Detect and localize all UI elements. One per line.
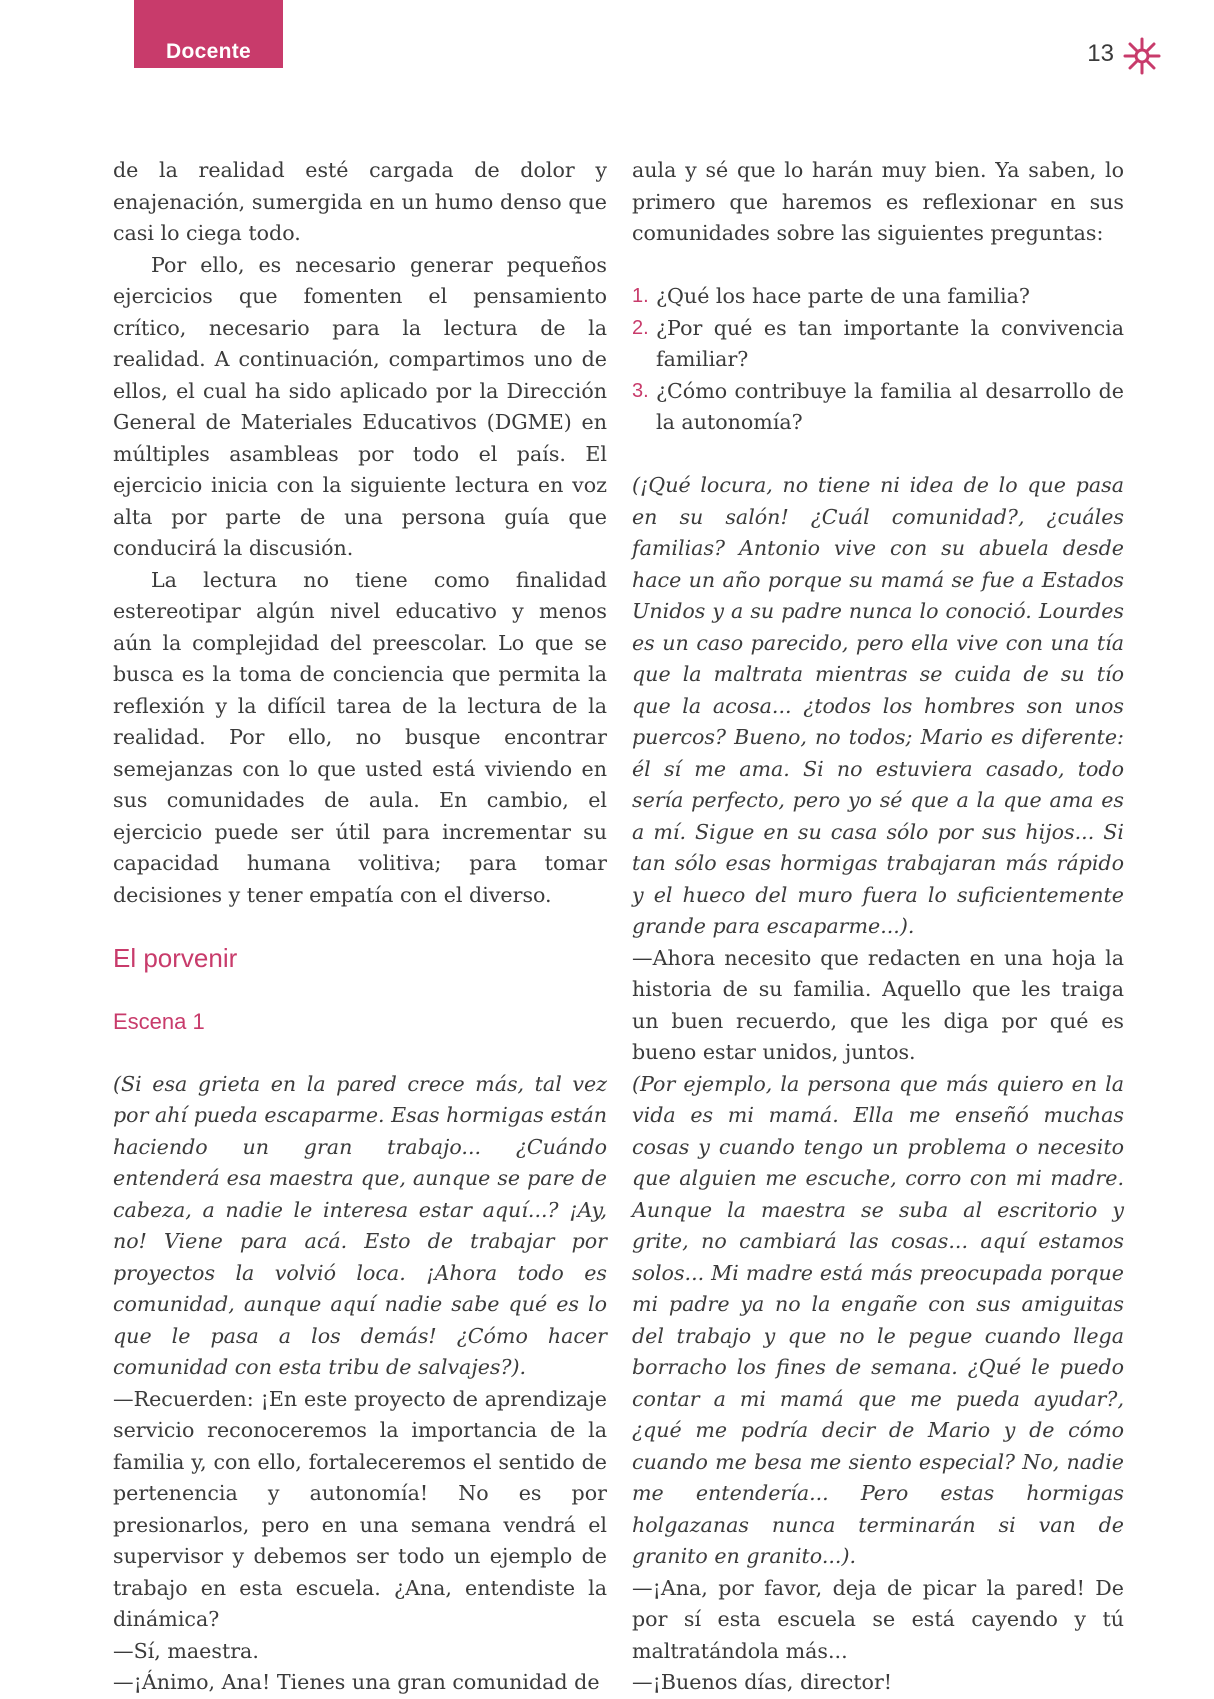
section-heading: El porvenir	[113, 942, 238, 973]
dialogue-line: —¡Ánimo, Ana! Tienes una gran comunidad de	[113, 1670, 600, 1694]
question-list	[632, 281, 1124, 439]
scene-heading: Escena 1	[113, 1008, 205, 1034]
paragraph: Por ello, es necesario generar pequeños ejercicios que fomenten el pensamiento crítico, necesario para la lectura de la realidad. A continuación, compartimos uno de ellos, el cual ha sido aplicado por la Dirección General de Materiales Educativos (DGME) en múltiples asambleas por todo el país. El ejercicio inicia con la siguiente lectura en voz alta por parte de una persona guía que conducirá la discusión.	[113, 252, 607, 560]
list-number: 1.	[632, 285, 649, 307]
right-column	[632, 155, 1124, 1699]
paragraph: La lectura no tiene como finalidad estereotipar algún nivel educativo y menos aún la complejidad del preescolar. Lo que se busca es la toma de conciencia que permita la reflexión y la difícil tarea de la lectura de la realidad. Por ello, no busque encontrar semejanzas con lo que usted está viviendo en sus comunidades de aula. En cambio, el ejercicio puede ser útil para incrementar su capacidad humana volitiva; para tomar decisiones y tener empatía con el diverso.	[113, 567, 607, 907]
dialogue-line: —Recuerden: ¡En este proyecto de aprendizaje servicio reconoceremos la importancia de la familia y, con ello, fortaleceremos el sentido de pertenencia y autonomía! No es por presionarlos, pero en una semana vendrá el supervisor y debemos ser todo un ejemplo de trabajo en esta escuela. ¿Ana, entendiste la dinámica?	[113, 1386, 607, 1631]
section-tab	[134, 0, 283, 68]
paragraph: de la realidad esté cargada de dolor y enajenación, sumergida en un humo denso que casi lo ciega todo.	[113, 158, 607, 245]
dialogue-line: —¡Buenos días, director!	[632, 1670, 893, 1694]
italic-monologue: (Por ejemplo, la persona que más quiero en la vida es mi mamá. Ella me enseñó muchas cosas y cuando tengo un problema o necesito que alguien me escuche, corro con mi madre. Aunque la maestra se suba al escritorio y grite, no cambiará las cosas... aquí estamos solos... Mi madre está más preocupada porque mi padre ya no la engañe con sus amiguitas del trabajo y que no le pegue cuando llega borracho los fines de semana. ¿Qué le puedo contar a mi mamá que me pueda ayudar?, ¿qué me podría decir de Mario y de cómo cuando me besa me siento especial? No, nadie me entendería... Pero estas hormigas holgazanas nunca terminarán si van de granito en granito...).	[632, 1071, 1124, 1568]
list-number: 3.	[632, 379, 649, 402]
page-number: 13	[1087, 40, 1114, 67]
list-text: ¿Qué los hace parte de una familia?	[656, 284, 1030, 308]
list-item	[632, 281, 1124, 313]
list-item	[632, 376, 1124, 439]
list-text: ¿Cómo contribuye la familia al desarrollo de la autonomía?	[656, 378, 1124, 434]
dialogue-line: —¡Ana, por favor, deja de picar la pared! De por sí esta escuela se está cayendo y tú maltratándola más...	[632, 1575, 1124, 1663]
italic-monologue: (Si esa grieta en la pared crece más, tal vez por ahí pueda escaparme. Esas hormigas están haciendo un gran trabajo... ¿Cuándo entenderá esa maestra que, aunque se pare de cabeza, a nadie le interesa estar aquí...? ¡Ay, no! Viene para acá. Esto de trabajar por proyectos la volvió loca. ¡Ahora todo es comunidad, aunque aquí nadie sabe qué es lo que le pasa a los demás! ¿Cómo hacer comunidad con esta tribu de salvajes?).	[113, 1071, 607, 1379]
list-number: 2.	[632, 316, 649, 339]
flower-asterisk-icon	[1122, 36, 1162, 76]
italic-monologue: (¡Qué locura, no tiene ni idea de lo que pasa en su salón! ¿Cuál comunidad?, ¿cuáles familias? Antonio vive con su abuela desde hace un año porque su mamá se fue a Estados Unidos y a su padre nunca lo conoció. Lourdes es un caso parecido, pero ella vive con una tía que la maltrata mientras se cuida de su tío que la acosa... ¿todos los hombres son unos puercos? Bueno, no todos; Mario es diferente: él sí me ama. Si no estuviera casado, todo sería perfecto, pero yo sé que a la que ama es a mí. Sigue en su casa sólo por sus hijos... Si tan sólo esas hormigas trabajaran más rápido y el hueco del muro fuera lo suficientemente grande para escaparme...).	[632, 473, 1124, 938]
section-tab-label: Docente	[166, 40, 251, 63]
dialogue-line: —Ahora necesito que redacten en una hoja la historia de su familia. Aquello que les traiga un buen recuerdo, que les diga por qué es bueno estar unidos, juntos.	[632, 945, 1124, 1064]
paragraph: aula y sé que lo harán muy bien. Ya saben, lo primero que haremos es reflexionar en sus comunidades sobre las siguientes preguntas:	[632, 158, 1124, 245]
list-item	[632, 313, 1124, 376]
dialogue-line: —Sí, maestra.	[113, 1638, 259, 1663]
left-column	[113, 155, 607, 1699]
list-text: ¿Por qué es tan importante la convivencia familiar?	[656, 315, 1124, 371]
